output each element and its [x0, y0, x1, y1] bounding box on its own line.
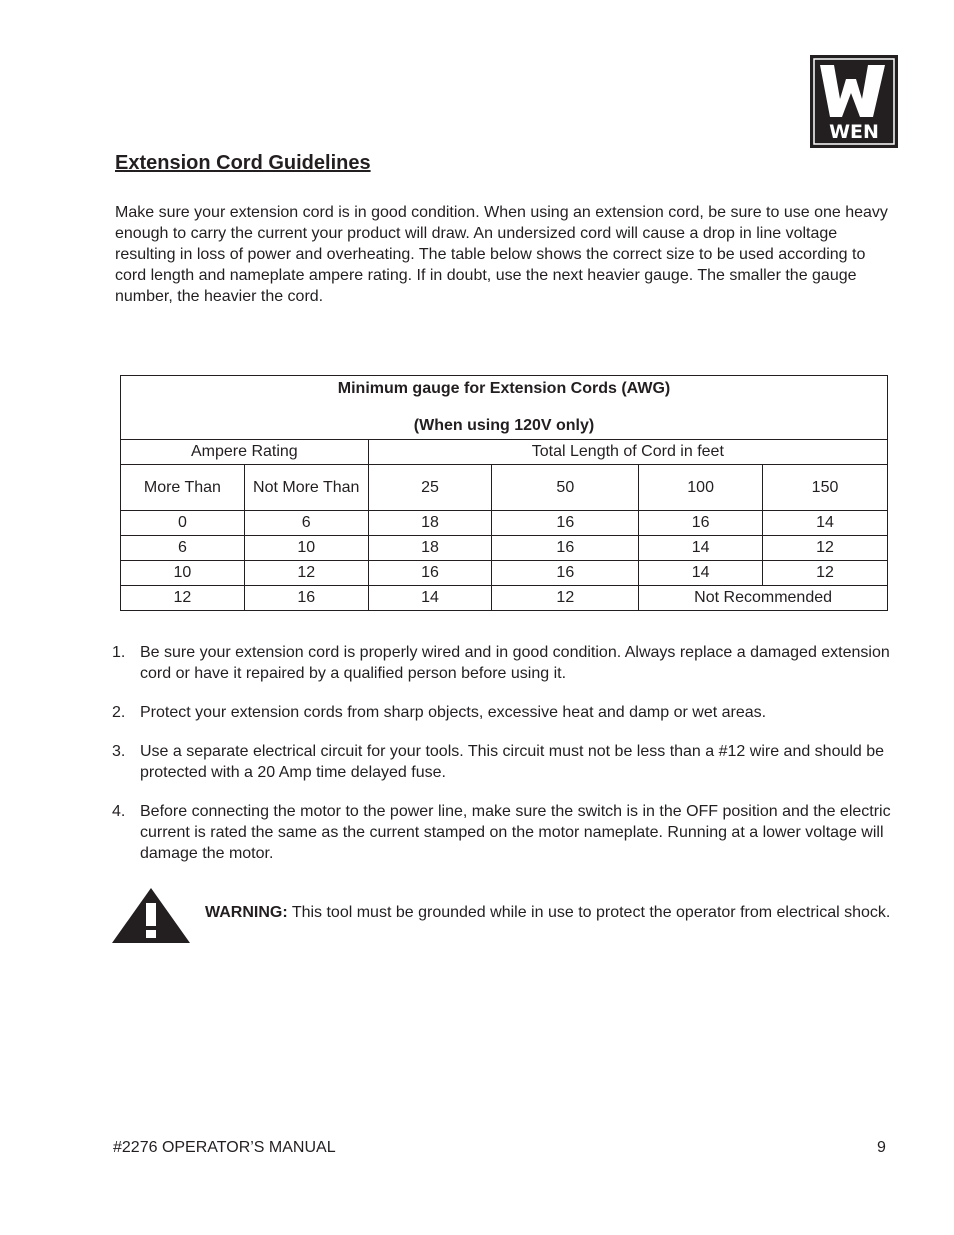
table-row — [121, 561, 888, 586]
length-header: 25 — [368, 465, 492, 511]
list-text: Be sure your extension cord is properly wired and in good condition. Always replace a damaged extension cord or have it repaired by a qualified person before using it. — [140, 644, 890, 682]
list-item — [112, 801, 902, 864]
page-number: 9 — [877, 1139, 886, 1156]
table-cell: 6 — [121, 536, 245, 561]
ampere-rating-header: Ampere Rating — [121, 440, 369, 465]
warning-label: WARNING: — [205, 904, 288, 921]
table-cell: 12 — [763, 561, 888, 586]
table-cell: 16 — [492, 511, 639, 536]
list-item — [112, 741, 902, 783]
table-cell: 14 — [763, 511, 888, 536]
wen-logo-icon — [810, 55, 898, 148]
table-cell: 16 — [639, 511, 763, 536]
list-text: Use a separate electrical circuit for your tools. This circuit must not be less than a #12 wire and should be protected with a 20 Amp time delayed fuse. — [140, 743, 885, 781]
total-length-header: Total Length of Cord in feet — [368, 440, 887, 465]
footer-manual-title: #2276 OPERATOR’S MANUAL — [113, 1139, 336, 1156]
table-row — [121, 586, 888, 611]
warning-message — [205, 902, 895, 923]
table-cell: 14 — [639, 561, 763, 586]
warning-body: This tool must be grounded while in use to protect the operator from electrical shock. — [287, 904, 891, 921]
table-cell: 12 — [492, 586, 639, 611]
table-cell: 12 — [763, 536, 888, 561]
length-header: 100 — [639, 465, 763, 511]
table-cell: 18 — [368, 511, 492, 536]
not-recommended-cell: Not Recommended — [639, 586, 888, 611]
logo-text: WEN — [829, 121, 879, 143]
not-more-than-header: Not More Than — [244, 465, 368, 511]
length-header: 150 — [763, 465, 888, 511]
list-number: 4. — [112, 803, 126, 820]
table-cell: 12 — [121, 586, 245, 611]
table-title — [121, 376, 888, 440]
table-cell: 10 — [121, 561, 245, 586]
extension-cord-table — [120, 375, 888, 611]
list-number: 3. — [112, 743, 126, 760]
table-cell: 14 — [368, 586, 492, 611]
table-cell: 18 — [368, 536, 492, 561]
list-number: 2. — [112, 704, 126, 721]
warning-triangle-icon — [112, 888, 190, 949]
intro-paragraph: Make sure your extension cord is in good condition. When using an extension cord, be sure to use one heavy enough to carry the current your product will draw. An undersized cord will cause a drop in line voltage resulting in loss of power and overheating. The table below shows the correct size to be used according to cord length and nameplate ampere rating. If in doubt, use the next heavier gauge. The smaller the gauge number, the heavier the cord. — [115, 204, 888, 305]
table-cell: 16 — [368, 561, 492, 586]
table-cell: 16 — [492, 561, 639, 586]
table-title-line1: Minimum gauge for Extension Cords (AWG) — [337, 380, 671, 397]
table-cell: 0 — [121, 511, 245, 536]
list-item — [112, 642, 902, 684]
list-text: Protect your extension cords from sharp objects, excessive heat and damp or wet areas. — [140, 704, 767, 721]
table-cell: 14 — [639, 536, 763, 561]
more-than-header: More Than — [121, 465, 245, 511]
list-number: 1. — [112, 644, 126, 661]
table-cell: 16 — [244, 586, 368, 611]
table-row — [121, 511, 888, 536]
table-cell: 6 — [244, 511, 368, 536]
table-title-line2: (When using 120V only) — [413, 417, 595, 434]
table-row — [121, 536, 888, 561]
page-title: Extension Cord Guidelines — [115, 152, 371, 174]
instruction-list — [112, 642, 902, 882]
list-item — [112, 702, 902, 723]
list-text: Before connecting the motor to the power line, make sure the switch is in the OFF position and the electric current is rated the same as the current stamped on the motor nameplate. Running at a lower voltage will damage the motor. — [140, 803, 891, 862]
table-cell: 16 — [492, 536, 639, 561]
length-header: 50 — [492, 465, 639, 511]
table-cell: 12 — [244, 561, 368, 586]
table-cell: 10 — [244, 536, 368, 561]
